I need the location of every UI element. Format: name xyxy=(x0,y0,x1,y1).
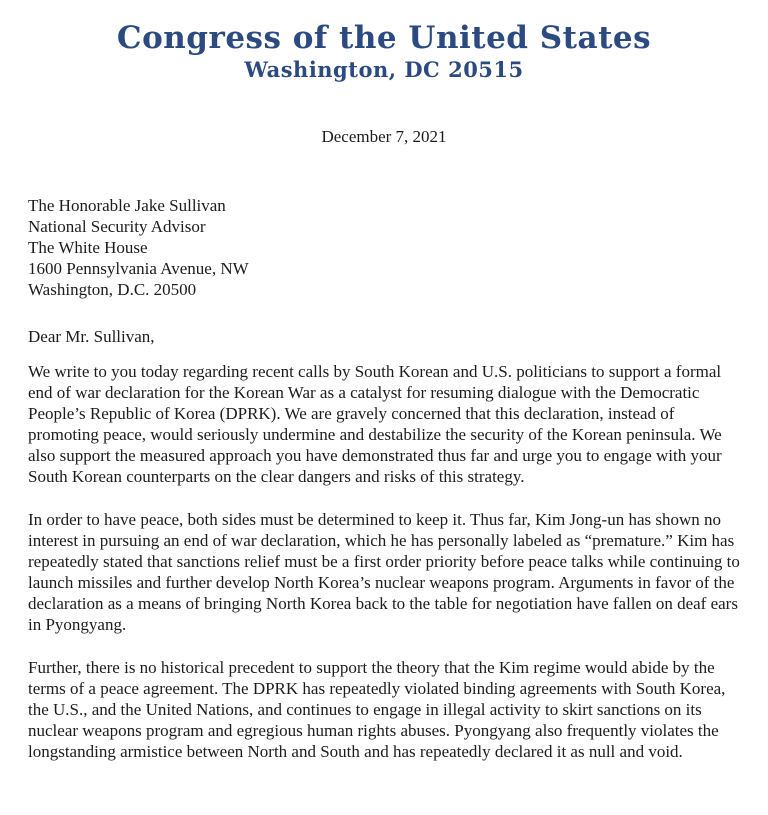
recipient-name: The Honorable Jake Sullivan xyxy=(28,196,226,215)
recipient-city-state-zip: Washington, D.C. 20500 xyxy=(28,280,197,299)
letter-date: December 7, 2021 xyxy=(321,127,447,146)
recipient-title: National Security Advisor xyxy=(28,217,206,236)
body-paragraph-3: Further, there is no historical precedent to support the theory that the Kim regime would abide by the terms of a peace agreement. The DPRK has repeatedly violated binding agreements with South Korea, the U.S., and the United Nations, and continues to engage in illegal activity to skirt sanctions on its nuclear weapons program and egregious human rights abuses. Pyongyang also frequently violates the longstanding armistice between North and South and has repeatedly declared it as null and void. xyxy=(28,658,726,761)
body-paragraph-2: In order to have peace, both sides must be determined to keep it. Thus far, Kim Jong-un has shown no interest in pursuing an end of war declaration, which he has personally labeled as “premature.” Kim has repeatedly stated that sanctions relief must be a first order priority before peace talks while continuing to launch missiles and further develop North Korea’s nuclear weapons program. Arguments in favor of the declaration as a means of bringing North Korea back to the table for negotiation have fallen on deaf ears in Pyongyang. xyxy=(28,510,740,634)
letterhead-subtitle: Washington, DC 20515 xyxy=(244,57,524,82)
recipient-address-block xyxy=(28,195,728,300)
letter-body xyxy=(28,361,742,762)
recipient-organization: The White House xyxy=(28,238,148,257)
body-paragraph-1: We write to you today regarding recent calls by South Korean and U.S. politicians to support a formal end of war declaration for the Korean War as a catalyst for resuming dialogue with the Democratic People’s Republic of Korea (DPRK). We are gravely concerned that this declaration, instead of promoting peace, would seriously undermine and destabilize the security of the Korean peninsula. We also support the measured approach you have demonstrated thus far and urge you to engage with your South Korean counterparts on the clear dangers and risks of this strategy. xyxy=(28,362,722,486)
letterhead xyxy=(0,0,768,82)
letterhead-title: Congress of the United States xyxy=(116,20,652,56)
salutation: Dear Mr. Sullivan, xyxy=(28,327,155,346)
recipient-street-address: 1600 Pennsylvania Avenue, NW xyxy=(28,259,249,278)
